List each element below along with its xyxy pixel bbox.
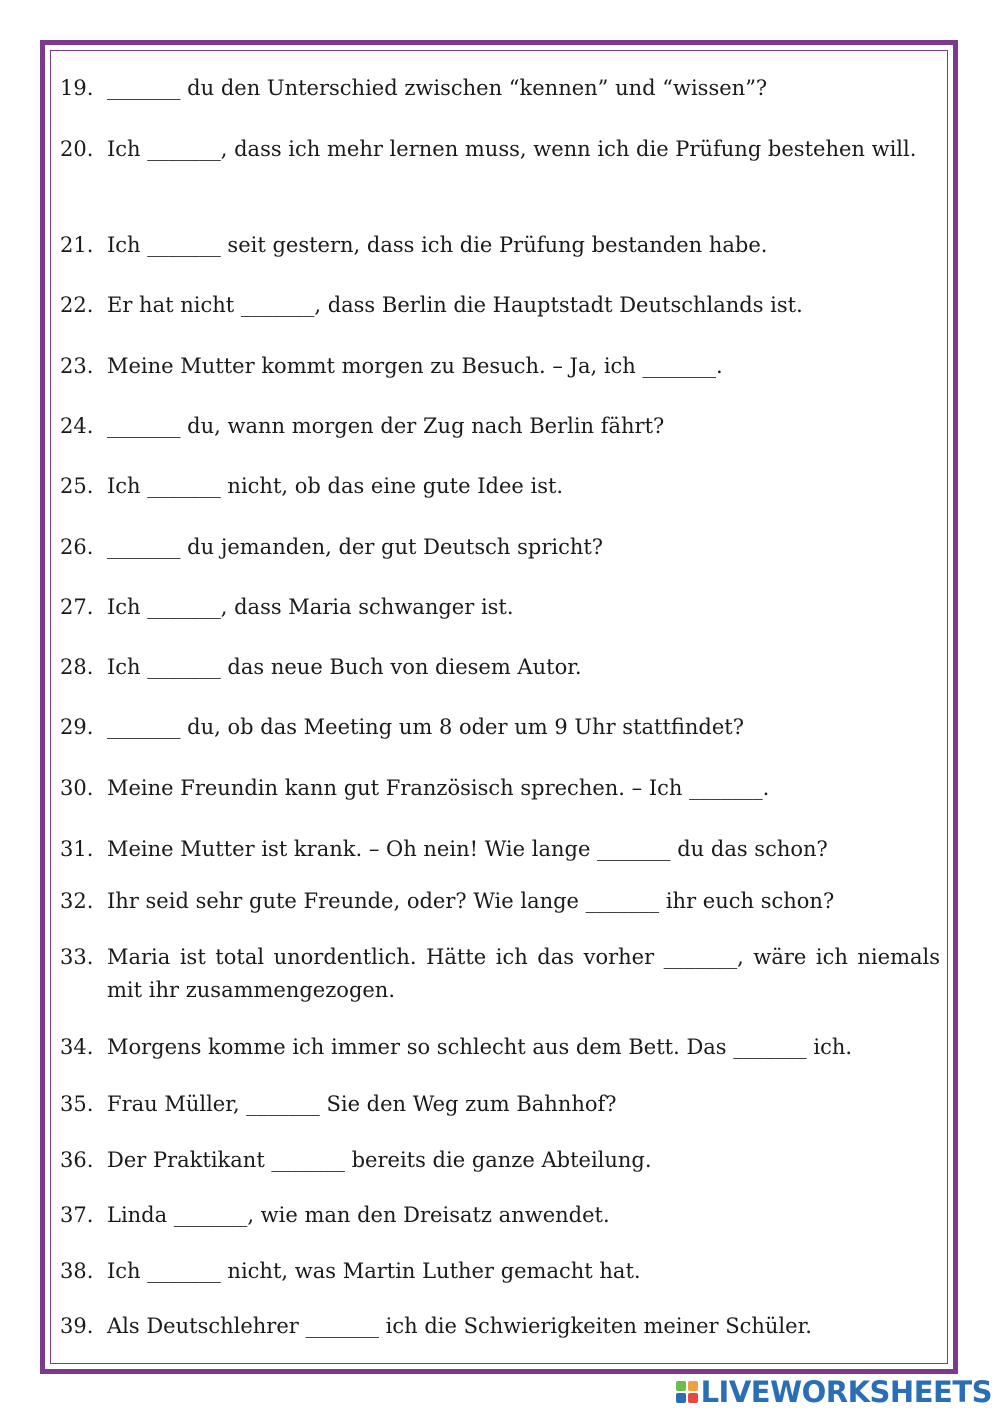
liveworksheets-mark-icon <box>676 1381 698 1403</box>
item-number: 38. <box>60 1259 94 1283</box>
exercise-item-30 <box>60 772 940 805</box>
item-sentence: Er hat nicht _______, dass Berlin die Hauptstadt Deutschlands ist. <box>107 293 803 317</box>
item-sentence: _______ du den Unterschied zwischen “kennen” und “wissen”? <box>107 76 768 100</box>
item-number: 19. <box>60 76 94 100</box>
mark-square-red <box>688 1393 698 1403</box>
item-number: 34. <box>60 1035 94 1059</box>
item-number: 25. <box>60 474 94 498</box>
exercise-item-22 <box>60 289 940 322</box>
item-number: 21. <box>60 233 94 257</box>
item-sentence: Ich _______ das neue Buch von diesem Autor. <box>107 655 582 679</box>
worksheet-frame <box>40 40 958 1374</box>
exercise-item-28 <box>60 651 940 684</box>
item-sentence: Meine Freundin kann gut Französisch sprechen. – Ich _______. <box>107 776 770 800</box>
exercise-item-21 <box>60 229 940 262</box>
item-sentence: Morgens komme ich immer so schlecht aus dem Bett. Das _______ ich. <box>107 1035 853 1059</box>
exercise-item-27 <box>60 591 940 624</box>
item-number: 37. <box>60 1203 94 1227</box>
item-number: 32. <box>60 889 94 913</box>
item-sentence: Ihr seid sehr gute Freunde, oder? Wie lange _______ ihr euch schon? <box>107 889 835 913</box>
exercise-list <box>45 45 953 1369</box>
item-number: 20. <box>60 137 94 161</box>
item-sentence: Maria ist total unordentlich. Hätte ich das vorher _______, wäre ich niemals mit ihr zusammengezogen. <box>107 945 940 1002</box>
item-number: 27. <box>60 595 94 619</box>
item-number: 28. <box>60 655 94 679</box>
item-sentence: Ich _______ nicht, was Martin Luther gemacht hat. <box>107 1259 641 1283</box>
item-number: 36. <box>60 1148 94 1172</box>
exercise-item-25 <box>60 470 940 503</box>
exercise-item-29 <box>60 711 940 744</box>
exercise-item-32 <box>60 885 940 918</box>
exercise-item-26 <box>60 531 940 564</box>
item-sentence: Ich _______ seit gestern, dass ich die Prüfung bestanden habe. <box>107 233 768 257</box>
item-sentence: _______ du, ob das Meeting um 8 oder um 9 Uhr stattfindet? <box>107 715 745 739</box>
item-sentence: Als Deutschlehrer _______ ich die Schwierigkeiten meiner Schüler. <box>107 1314 812 1338</box>
item-number: 31. <box>60 837 94 861</box>
item-sentence: Linda _______, wie man den Dreisatz anwendet. <box>107 1203 610 1227</box>
item-number: 24. <box>60 414 94 438</box>
item-number: 30. <box>60 776 94 800</box>
item-number: 23. <box>60 354 94 378</box>
exercise-item-39 <box>60 1310 940 1343</box>
mark-square-blue <box>676 1393 686 1403</box>
exercise-item-35 <box>60 1088 940 1121</box>
exercise-item-20 <box>60 133 940 166</box>
item-sentence: Meine Mutter ist krank. – Oh nein! Wie lange _______ du das schon? <box>107 837 828 861</box>
mark-square-green <box>676 1381 686 1391</box>
exercise-item-33 <box>60 941 940 1007</box>
item-sentence: _______ du, wann morgen der Zug nach Berlin fährt? <box>107 414 665 438</box>
item-number: 39. <box>60 1314 94 1338</box>
exercise-item-23 <box>60 350 940 383</box>
item-number: 22. <box>60 293 94 317</box>
item-number: 29. <box>60 715 94 739</box>
liveworksheets-logo[interactable] <box>676 1375 992 1409</box>
exercise-item-38 <box>60 1255 940 1288</box>
item-number: 26. <box>60 535 94 559</box>
item-number: 33. <box>60 945 94 969</box>
item-sentence: Der Praktikant _______ bereits die ganze Abteilung. <box>107 1148 652 1172</box>
exercise-item-24 <box>60 410 940 443</box>
brand-name: LIVEWORKSHEETS <box>700 1375 992 1409</box>
item-sentence: Meine Mutter kommt morgen zu Besuch. – Ja, ich _______. <box>107 354 723 378</box>
item-sentence: Frau Müller, _______ Sie den Weg zum Bahnhof? <box>107 1092 617 1116</box>
item-sentence: Ich _______, dass ich mehr lernen muss, wenn ich die Prüfung bestehen will. <box>107 137 917 161</box>
item-sentence: _______ du jemanden, der gut Deutsch spricht? <box>107 535 604 559</box>
mark-square-orange <box>688 1381 698 1391</box>
item-number: 35. <box>60 1092 94 1116</box>
exercise-item-34 <box>60 1031 940 1064</box>
item-sentence: Ich _______ nicht, ob das eine gute Idee ist. <box>107 474 564 498</box>
exercise-item-37 <box>60 1199 940 1232</box>
exercise-item-36 <box>60 1144 940 1177</box>
exercise-item-19 <box>60 72 940 105</box>
item-sentence: Ich _______, dass Maria schwanger ist. <box>107 595 514 619</box>
exercise-item-31 <box>60 833 940 866</box>
